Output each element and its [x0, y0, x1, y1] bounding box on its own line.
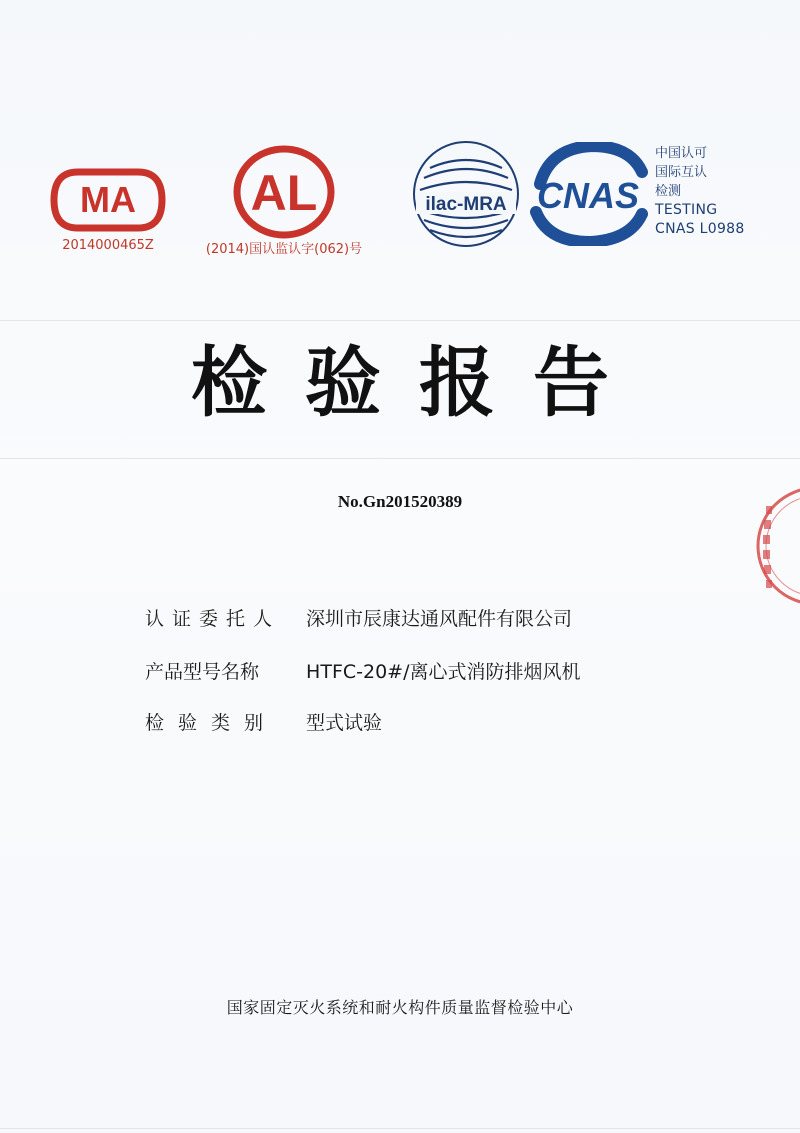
cma-logo	[50, 166, 166, 234]
cal-caption: (2014)国认监认字(062)号	[205, 242, 363, 257]
cma-caption: 2014000465Z	[62, 238, 154, 253]
info-row-product	[145, 657, 581, 684]
cnas-line: 检测	[655, 184, 682, 199]
info-label: 产品型号名称	[145, 661, 260, 683]
cma-logo-text: MA	[80, 179, 136, 220]
info-row-inspection-type	[145, 708, 382, 735]
info-value: 型式试验	[306, 712, 383, 734]
info-value: 深圳市辰康达通风配件有限公司	[306, 608, 573, 630]
official-seal-stamp	[752, 482, 800, 616]
report-title: 检验报告	[191, 338, 647, 427]
report-number: No.Gn201520389	[337, 492, 463, 511]
cnas-logo	[526, 142, 650, 246]
info-value: HTFC-20#/离心式消防排烟风机	[306, 661, 581, 683]
cnas-logo-text: CNAS	[536, 175, 640, 216]
cal-logo-text: AL	[250, 165, 318, 221]
cal-logo	[232, 144, 336, 240]
info-row-client	[145, 604, 572, 631]
ilac-logo-text: ilac-MRA	[425, 194, 507, 215]
scan-line	[0, 320, 800, 321]
scan-line	[0, 458, 800, 459]
issuing-organization: 国家固定灭火系统和耐火构件质量监督检验中心	[226, 998, 574, 1017]
info-label: 检验类别	[145, 712, 278, 734]
cnas-line: 中国认可	[655, 146, 708, 161]
cnas-line: CNAS L0988	[655, 221, 745, 237]
scan-line	[0, 1128, 800, 1129]
cnas-arc-bottom	[536, 212, 642, 242]
cnas-accreditation-text	[655, 144, 745, 239]
info-label: 认证委托人	[145, 608, 281, 630]
cnas-line: 国际互认	[655, 165, 708, 180]
ilac-mra-logo	[410, 138, 522, 250]
cnas-line: TESTING	[655, 202, 718, 218]
